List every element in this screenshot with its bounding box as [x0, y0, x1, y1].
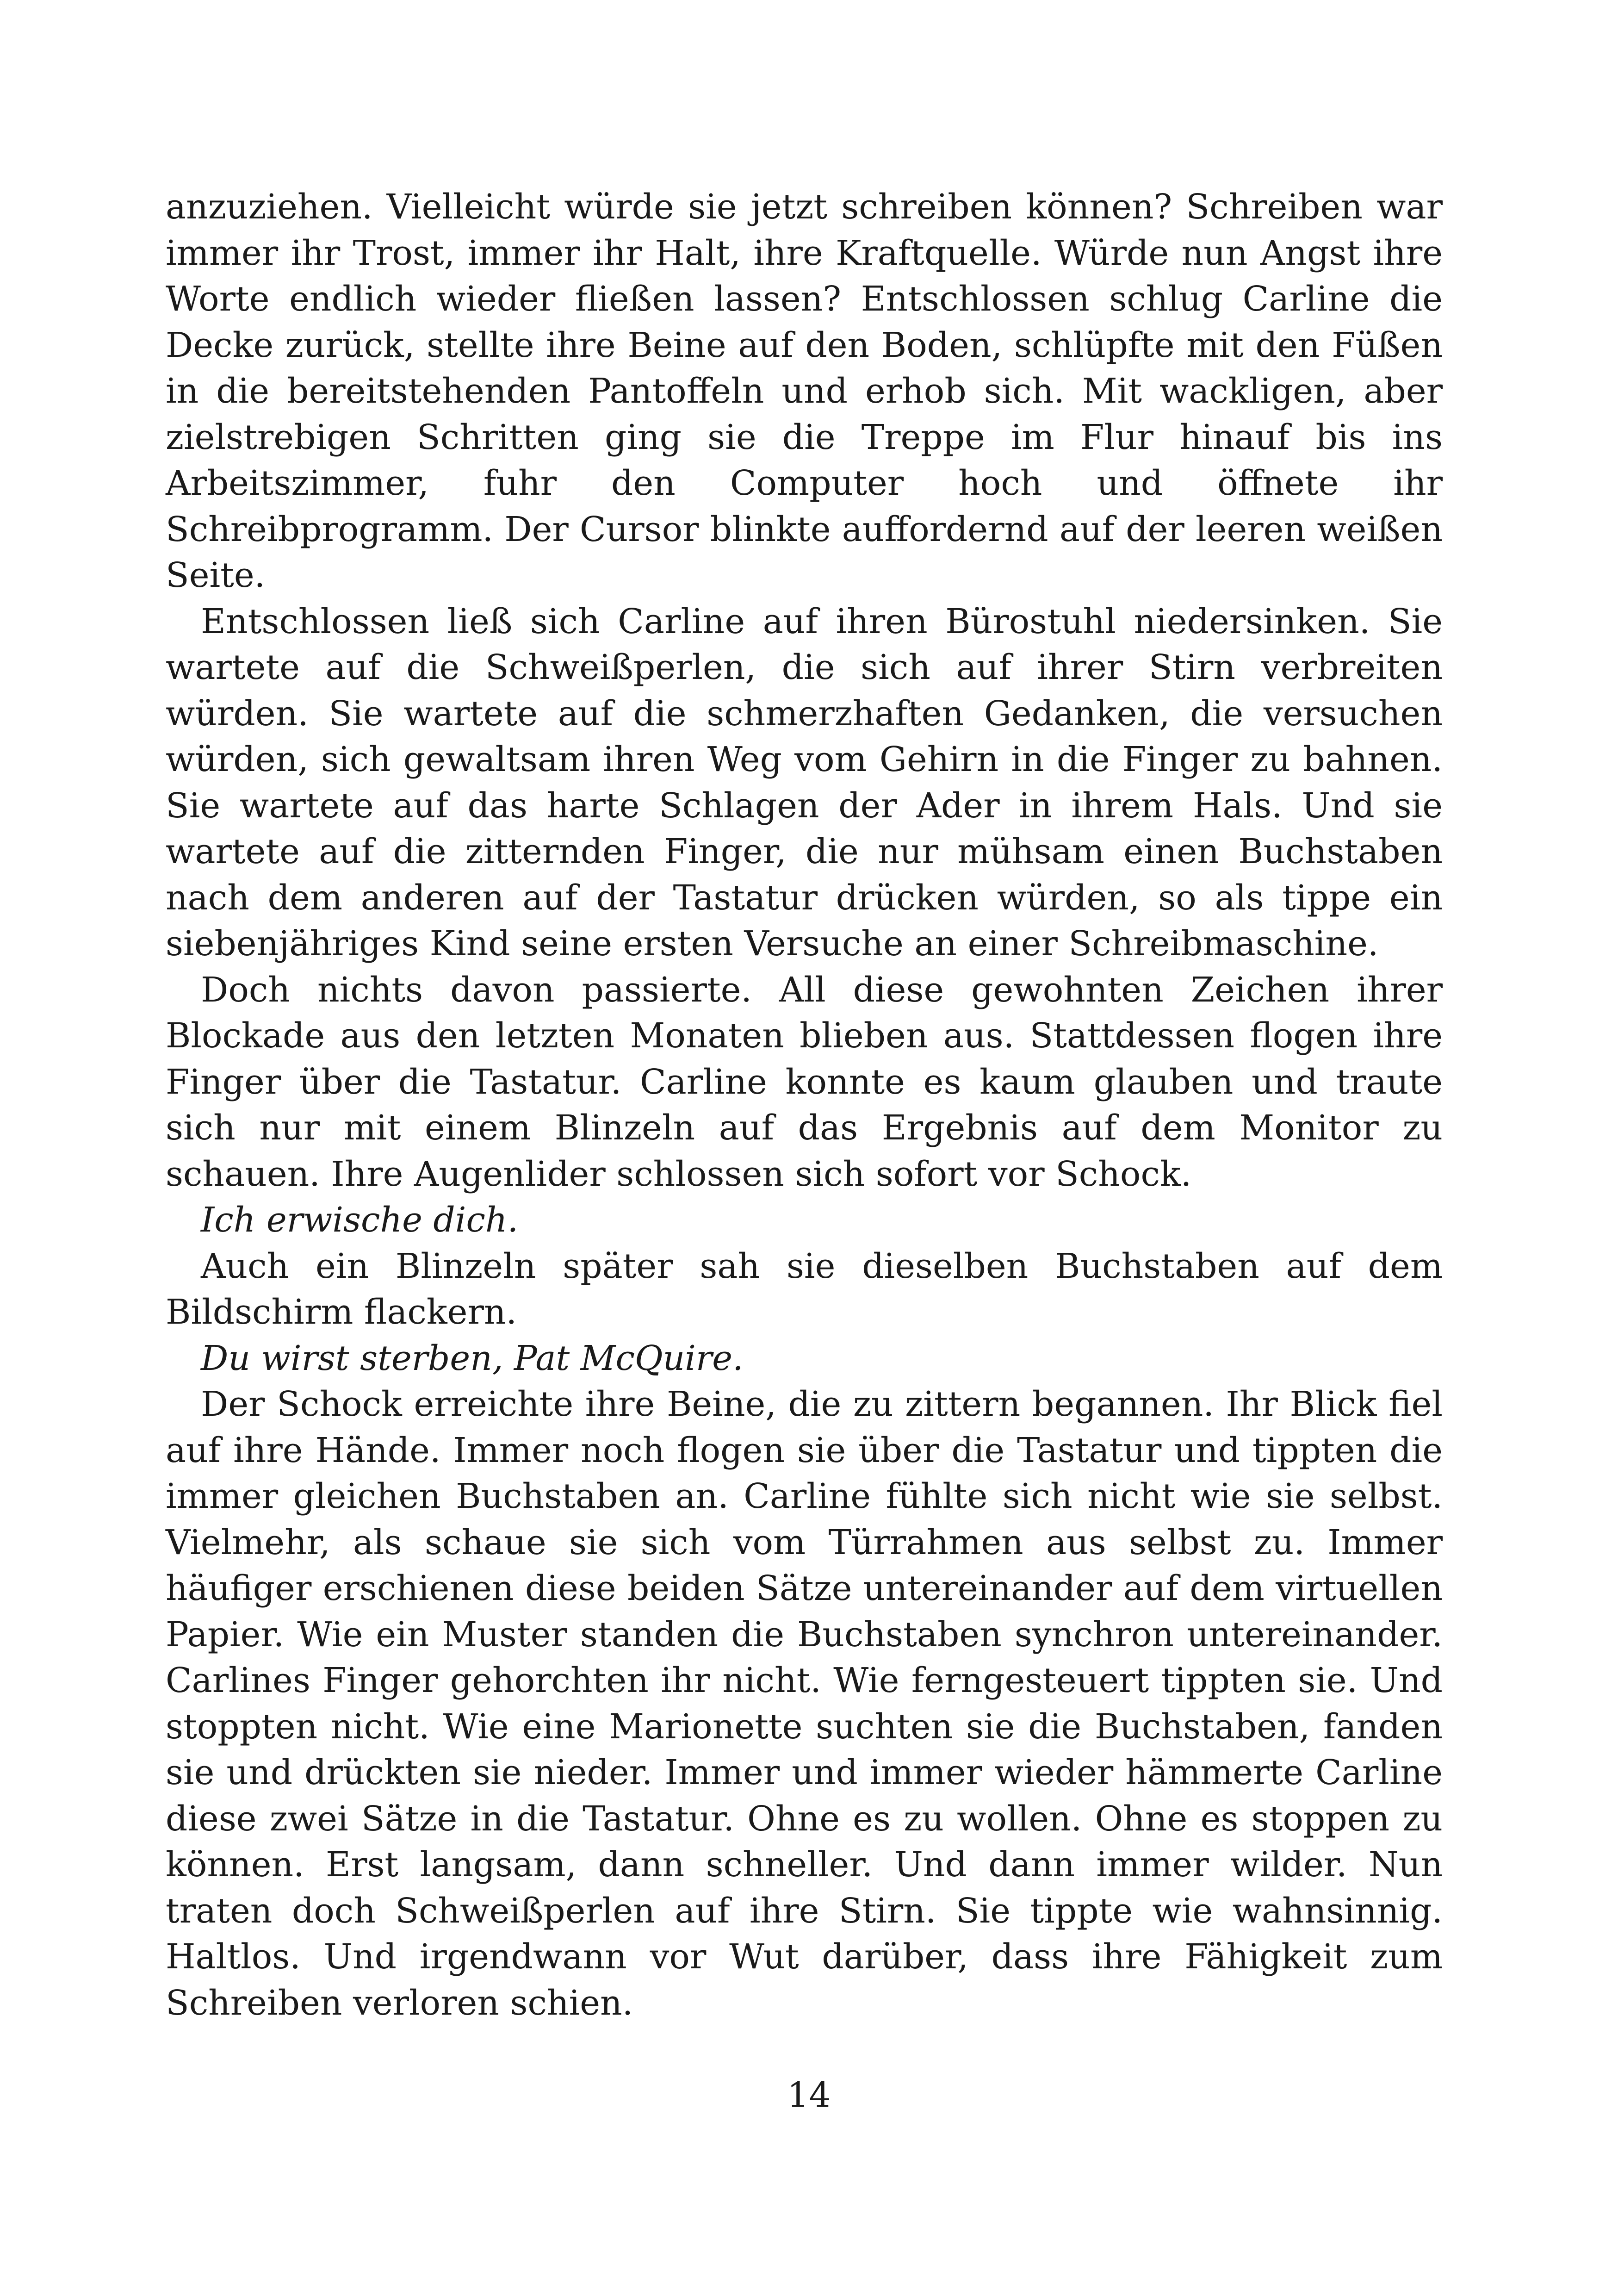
paragraph-blink-later: Auch ein Blinzeln später sah sie dieselben Buchstaben auf dem Bildschirm flackern.	[166, 1246, 1443, 1332]
page-number: 14	[787, 2075, 831, 2115]
paragraph-nothing-happened: Doch nichts davon passierte. All diese gewohnten Zeichen ihrer Blockade aus den letzten Monaten blieben aus. Stattdessen flogen ihre Finger über die Tastatur. Carline konnte es kaum glauben und traute sich nur mit einem Blinzeln auf das Ergebnis auf dem Monitor zu schauen. Ihre Augenlider schlossen sich sofort vor Schock.	[166, 970, 1443, 1194]
paragraph-continuation: anzuziehen. Vielleicht würde sie jetzt schreiben können? Schreiben war immer ihr Trost, immer ihr Halt, ihre Kraftquelle. Würde nun Angst ihre Worte endlich wieder fließen lassen? Entschlossen schlug Carline die Decke zurück, stellte ihre Beine auf den Boden, schlüpfte mit den Füßen in die bereitstehenden Pantoffeln und erhob sich. Mit wackligen, aber zielstrebigen Schritten ging sie die Treppe im Flur hinauf bis ins Arbeitszimmer, fuhr den Computer hoch und öffnete ihr Schreibprogramm. Der Cursor blinkte auffordernd auf der leeren weißen Seite.	[166, 187, 1443, 595]
italic-line-du-wirst-sterben: Du wirst sterben, Pat McQuire.	[201, 1338, 744, 1378]
paragraph-office-chair: Entschlossen ließ sich Carline auf ihren Bürostuhl niedersinken. Sie wartete auf die Schweißperlen, die sich auf ihrer Stirn verbreiten würden. Sie wartete auf die schmerzhaften Gedanken, die versuchen würden, sich gewaltsam ihren Weg vom Gehirn in die Finger zu bahnen. Sie wartete auf das harte Schlagen der Ader in ihrem Hals. Und sie wartete auf die zitternden Finger, die nur mühsam einen Buchstaben nach dem anderen auf der Tastatur drücken würden, so als tippe ein siebenjähriges Kind seine ersten Versuche an einer Schreibmaschine.	[166, 601, 1443, 964]
italic-line-ich-erwische-dich: Ich erwische dich.	[201, 1200, 519, 1240]
paragraph-shock: Der Schock erreichte ihre Beine, die zu zittern begannen. Ihr Blick fiel auf ihre Hände. Immer noch flogen sie über die Tastatur und tippten die immer gleichen Buchstaben an. Carline fühlte sich nicht wie sie selbst. Vielmehr, als schaue sie sich vom Türrahmen aus selbst zu. Immer häufiger erschienen diese beiden Sätze untereinander auf dem virtuellen Papier. Wie ein Muster standen die Buchstaben synchron untereinander. Carlines Finger gehorchten ihr nicht. Wie ferngesteuert tippten sie. Und stoppten nicht. Wie eine Marionette suchten sie die Buchstaben, fanden sie und drückten sie nieder. Immer und immer wieder hämmerte Carline diese zwei Sätze in die Tastatur. Ohne es zu wollen. Ohne es stoppen zu können. Erst langsam, dann schneller. Und dann immer wilder. Nun traten doch Schweißperlen auf ihre Stirn. Sie tippte wie wahnsinnig. Haltlos. Und irgendwann vor Wut darüber, dass ihre Fähigkeit zum Schreiben verloren schien.	[166, 1384, 1443, 2023]
body-text	[166, 184, 1443, 2026]
